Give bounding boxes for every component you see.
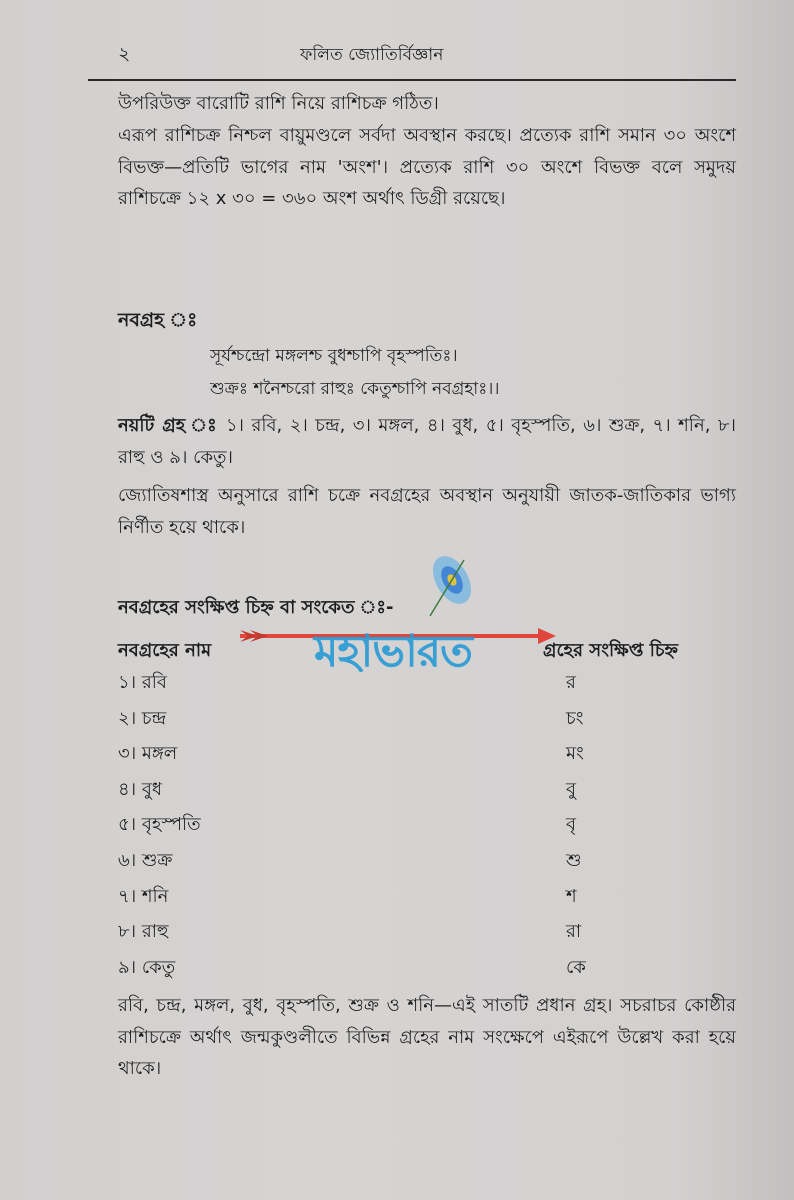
watermark-text: মহাভারত xyxy=(314,626,473,677)
planet-sign: মং xyxy=(566,743,584,765)
running-title: ফলিত জ্যোতির্বিজ্ঞান xyxy=(300,45,444,65)
table-row xyxy=(118,806,678,842)
table-row xyxy=(118,949,678,985)
planet-sign: শ xyxy=(566,885,577,907)
planet-name: ৪। বুধ xyxy=(118,778,162,800)
sanskrit-verse-line-1: সূর্যশ্চন্দ্রো মঙ্গলশ্চ বুধশ্চাপি বৃহস্পতিঃ। xyxy=(210,346,458,366)
nine-planets-label: নয়টি গ্রহ ঃ xyxy=(118,415,219,436)
planet-sign: কে xyxy=(566,956,586,978)
table-row xyxy=(118,771,678,807)
table-row xyxy=(118,913,678,949)
closing-paragraph: রবি, চন্দ্র, মঙ্গল, বুধ, বৃহস্পতি, শুক্র ও শনি—এই সাতটি প্রধান গ্রহ। সচরাচর কোষ্ঠীর রাশিচক্রে অর্থাৎ জন্মকুণ্ডলীতে বিভিন্ন গ্রহের নাম সংক্ষেপে এইরূপে উল্লেখ করা হয়ে থাকে। xyxy=(118,995,736,1079)
header-rule xyxy=(88,79,736,81)
navagraha-heading: নবগ্রহ ঃ xyxy=(118,309,198,331)
planet-name: ২। চন্দ্র xyxy=(118,707,167,729)
table-row xyxy=(118,878,678,914)
planet-sign: বু xyxy=(566,778,577,800)
intro-line: উপরিউক্ত বারোটি রাশি নিয়ে রাশিচক্র গঠিত। xyxy=(118,93,439,114)
sanskrit-verse-line-2: শুক্রঃ শনৈশ্চরো রাহুঃ কেতুশ্চাপি নবগ্রহাঃ।। xyxy=(210,379,500,399)
planet-name: ১। রবি xyxy=(118,672,167,693)
astrology-paragraph: জ্যোতিষশাস্ত্র অনুসারে রাশি চক্রে নবগ্রহের অবস্থান অনুযায়ী জাতক-জাতিকার ভাগ্য নির্ণীত হয়ে থাকে। xyxy=(118,485,736,538)
planet-name: ৩। মঙ্গল xyxy=(118,743,178,765)
feather-icon xyxy=(425,549,479,616)
planet-name: ৮। রাহু xyxy=(118,921,169,943)
nine-planets-list xyxy=(118,410,736,473)
planet-name: ৭। শনি xyxy=(118,885,169,907)
watermark-logo xyxy=(240,540,560,680)
planet-name: ৯। কেতু xyxy=(118,956,176,978)
page-header xyxy=(0,40,794,80)
planet-sign: র xyxy=(566,672,576,693)
planet-sign: শু xyxy=(566,849,582,871)
planet-sign-table xyxy=(118,664,678,984)
table-row xyxy=(118,735,678,771)
planet-sign: বৃ xyxy=(566,814,577,836)
column-short-sign: গ্রহের সংক্ষিপ্ত চিহ্ন xyxy=(542,640,678,661)
rashichakra-paragraph: এরূপ রাশিচক্র নিশ্চল বায়ুমণ্ডলে সর্বদা অবস্থান করছে। প্রত্যেক রাশি সমান ৩০ অংশে বিভক্ত—প্রতিটি ভাগের নাম 'অংশ'। প্রত্যেক রাশি ৩০ অংশে বিভক্ত বলে সমুদয় রাশিচক্রে ১২ x ৩০ = ৩৬০ অংশ অর্থাৎ ডিগ্রী রয়েছে। xyxy=(118,125,736,209)
signs-heading: নবগ্রহের সংক্ষিপ্ত চিহ্ন বা সংকেত ঃ- xyxy=(118,597,394,618)
column-planet-name: নবগ্রহের নাম xyxy=(118,640,212,661)
table-row xyxy=(118,700,678,736)
page-number: ২ xyxy=(118,43,131,65)
table-row xyxy=(118,842,678,878)
planet-name: ৬। শুক্র xyxy=(118,849,173,871)
planet-sign: চং xyxy=(566,707,584,729)
planet-name: ৫। বৃহস্পতি xyxy=(118,814,201,836)
planet-sign: রা xyxy=(566,921,582,943)
nine-planets-text: ১। রবি, ২। চন্দ্র, ৩। মঙ্গল, ৪। বুধ, ৫। বৃহস্পতি, ৬। শুক্র, ৭। শনি, ৮। রাহু ও ৯। কেতু। xyxy=(118,415,736,468)
